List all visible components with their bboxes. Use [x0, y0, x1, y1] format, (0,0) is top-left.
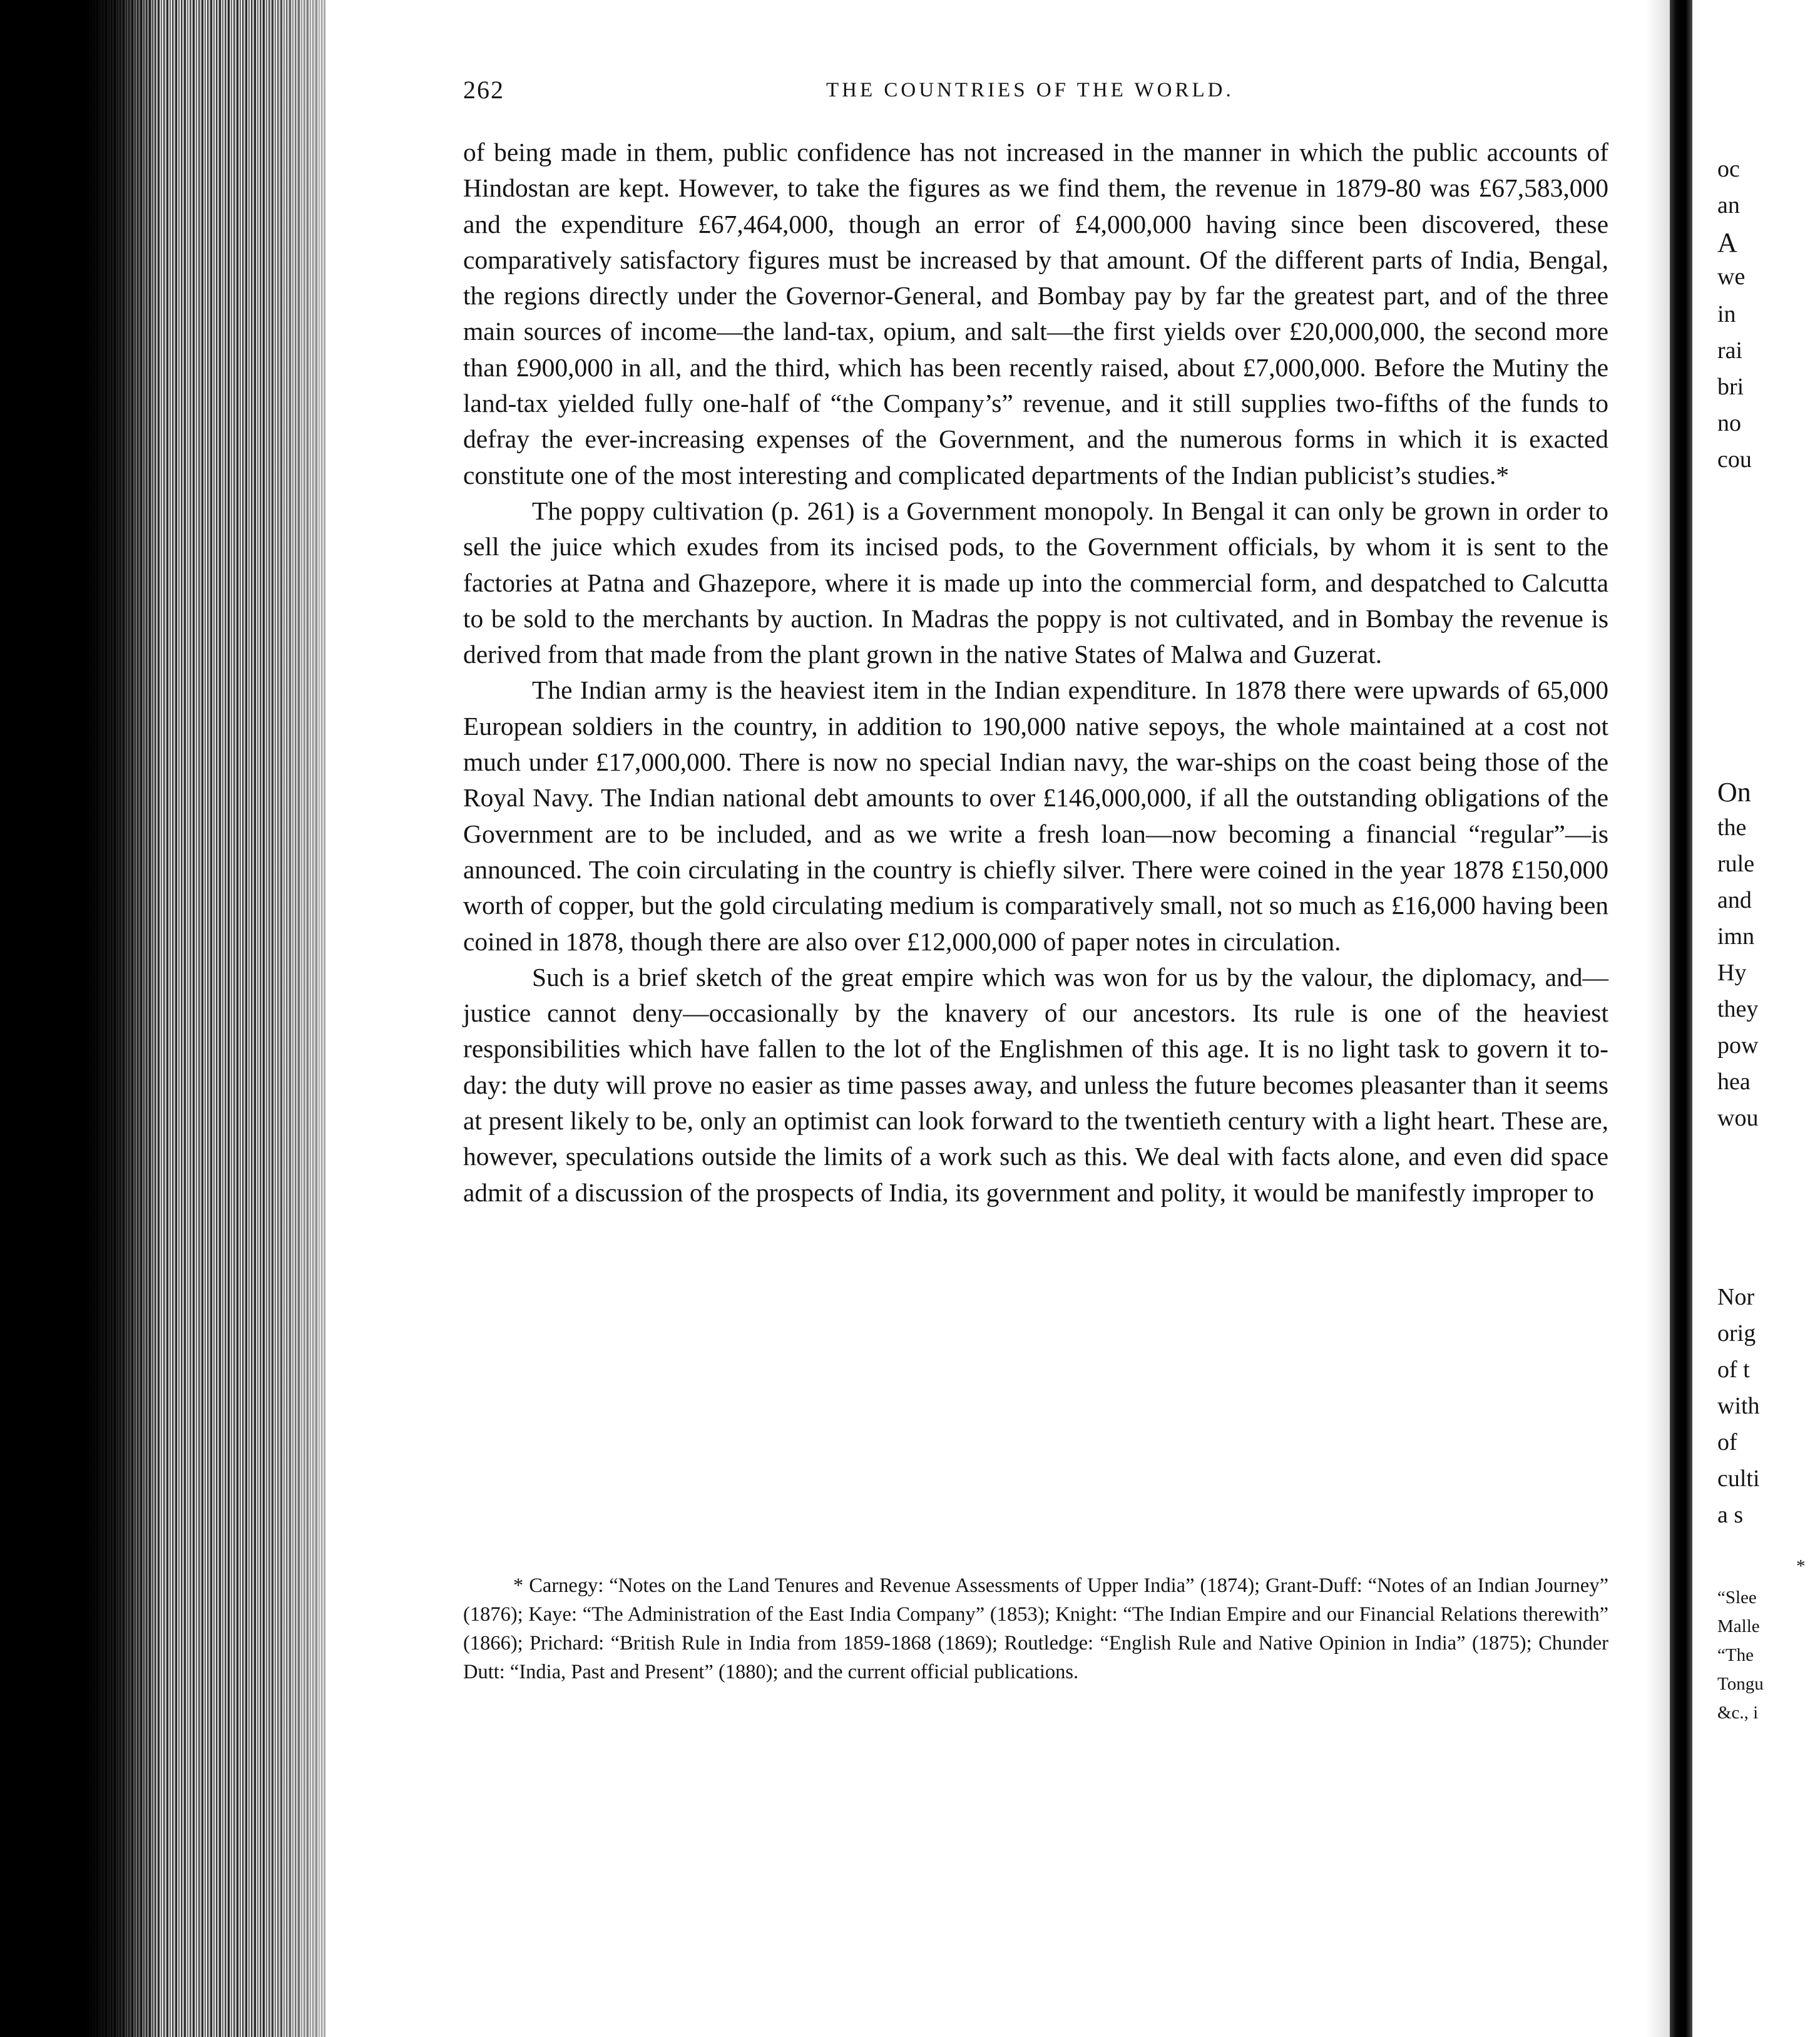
right-page-fragment: hea: [1717, 1069, 1751, 1095]
paragraph: of being made in them, public confidence has not increased in the manner in which the public accounts of Hindostan are kept. However, to take the figures as we find them, the revenue in 1879-80 was £67,583,000 and the expenditure £67,464,000, though an error of £4,000,000 having since been discovered, these comparatively satisfactory figures must be increased by that amount. Of the different parts of India, Bengal, the regions directly under the Governor-General, and Bombay pay by far the greatest part, and of the three main sources of income—the land-tax, opium, and salt—the first yields over £20,000,000, the second more than £900,000 in all, and the third, which has been recently raised, about £7,000,000. Before the Mutiny the land-tax yielded fully one-half of “the Company’s” revenue, and it still supplies two-fifths of the funds to defray the ever-increasing expenses of the Government, and the numerous forms in which it is exacted constitute one of the most interesting and complicated departments of the Indian publicist’s studies.*: [463, 138, 1608, 490]
right-page-fragment: an: [1717, 192, 1740, 218]
paragraph: The poppy cultivation (p. 261) is a Government monopoly. In Bengal it can only be grown in order to sell the juice which exudes from its incised pods, to the Government officials, by whom it is sent to the factories at Patna and Ghazepore, where it is made up into the commercial form, and despatched to Calcutta to be sold to the merchants by auction. In Madras the poppy is not cultivated, and in Bombay the revenue is derived from that made from the plant grown in the native States of Malwa and Guzerat.: [463, 496, 1608, 669]
right-page-fragment: we: [1717, 264, 1746, 290]
page-number: 262: [463, 76, 504, 104]
right-page-fragment: Nor: [1717, 1284, 1755, 1310]
right-page-fragment: and: [1717, 887, 1752, 913]
right-page-fragment: pow: [1717, 1032, 1759, 1059]
right-page-fragment: rule: [1717, 851, 1755, 877]
right-page-fragment: orig: [1717, 1320, 1756, 1347]
running-head-title: THE COUNTRIES OF THE WORLD.: [826, 79, 1234, 101]
body-text: [463, 135, 1608, 1211]
book-edge-shadow: [0, 0, 156, 2037]
right-page-fragment: A: [1717, 227, 1737, 258]
right-page-fragment: in: [1717, 301, 1736, 327]
right-page-fragment: Malle: [1717, 1616, 1760, 1636]
right-page-fragment: a s: [1717, 1502, 1744, 1528]
right-page-fragment: they: [1717, 996, 1759, 1022]
right-page-sliver: [1702, 0, 1820, 2037]
paragraph: The Indian army is the heaviest item in the Indian expenditure. In 1878 there were upwards of 65,000 European soldiers in the country, in addition to 190,000 native sepoys, the whole maintained at a cost not much under £17,000,000. There is now no special Indian navy, the war-ships on the coast being those of the Royal Navy. The Indian national debt amounts to over £146,000,000, if all the outstanding obligations of the Government are to be included, and as we write a fresh loan—now becoming a financial “regular”—is announced. The coin circulating in the country is chiefly silver. There were coined in the year 1878 £150,000 worth of copper, but the gold circulating medium is comparatively small, not so much as £16,000 having been coined in 1878, though there are also over £12,000,000 of paper notes in circulation.: [463, 675, 1608, 956]
right-page-fragment: culti: [1717, 1465, 1760, 1492]
paragraph: Such is a brief sketch of the great empire which was won for us by the valour, the diplomacy, and—justice cannot deny—occasionally by the knavery of our ancestors. Its rule is one of the heaviest responsibilities which have fallen to the lot of the Englishmen of this age. It is no light task to govern it to-day: the duty will prove no easier as time passes away, and unless the future becomes pleasanter than it seems at present likely to be, only an optimist can look forward to the twentieth century with a light heart. These are, however, speculations outside the limits of a work such as this. We deal with facts alone, and even did space admit of a discussion of the prospects of India, its government and polity, it would be manifestly improper to: [463, 962, 1608, 1207]
right-page-fragment: “Slee: [1717, 1588, 1757, 1608]
footnote: [463, 1571, 1608, 1686]
right-page-fragment: of: [1717, 1429, 1737, 1455]
right-page-fragment: rai: [1717, 337, 1743, 364]
gutter-shadow: [1646, 0, 1671, 2037]
right-page-fragment: wou: [1717, 1105, 1759, 1131]
right-page-fragment: oc: [1717, 156, 1740, 182]
right-page-fragment: cou: [1717, 446, 1752, 473]
right-page-fragment: of t: [1717, 1357, 1750, 1383]
right-page-fragment: Tongu: [1717, 1674, 1764, 1694]
right-page-fragment: &c., i: [1717, 1703, 1759, 1723]
right-page-fragment: no: [1717, 410, 1741, 436]
right-page-fragment: Hy: [1717, 960, 1747, 986]
right-page-fragment: “The: [1717, 1645, 1754, 1665]
right-page-fragment: On: [1717, 777, 1751, 808]
book-gutter: [1670, 0, 1692, 2037]
left-page: [463, 0, 1608, 2037]
right-page-fragment: imn: [1717, 923, 1755, 950]
right-page-fragment: the: [1717, 814, 1747, 841]
book-edge-fade: [263, 0, 325, 2037]
running-head: [463, 75, 1608, 113]
right-page-fragment: with: [1717, 1393, 1760, 1419]
right-page-fragment: *: [1796, 1556, 1806, 1576]
footnote-text: * Carnegy: “Notes on the Land Tenures and Revenue Assessments of Upper India” (1874); Grant-Duff: “Notes of an Indian Journey” (1876); Kaye: “The Administration of the East India Company” (1853); Knight: “The Indian Empire and our Financial Relations therewith” (1866); Prichard: “British Rule in India from 1859-1868 (1869); Routledge: “English Rule and Native Opinion in India” (1875); Chunder Dutt: “India, Past and Present” (1880); and the current official publications.: [463, 1574, 1608, 1683]
right-page-fragment: bri: [1717, 374, 1744, 400]
